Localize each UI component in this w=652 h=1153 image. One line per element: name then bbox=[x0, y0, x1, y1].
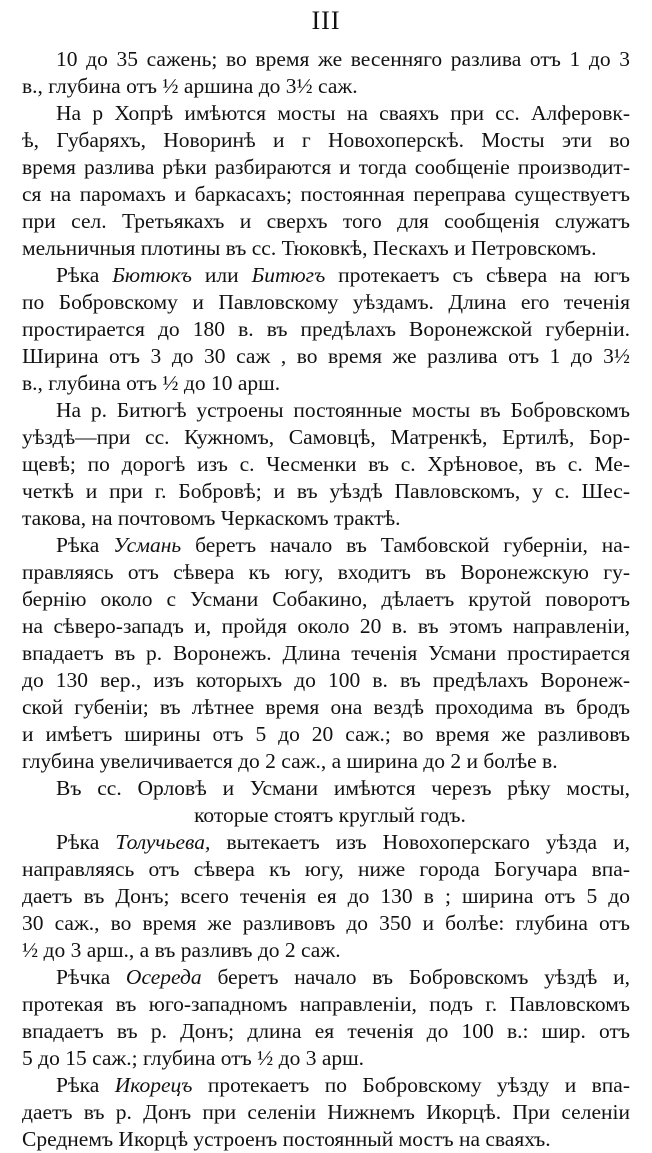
text-line: по Бобровскому и Павловскому уѣздамъ. Длина его теченія bbox=[22, 290, 630, 314]
text-line bbox=[56, 1072, 630, 1099]
text-line: На р. Битюгѣ устроены постоянные мосты въ Бобровскомъ bbox=[56, 398, 630, 422]
text-line: глубина увеличивается до 2 саж., а ширина до 2 и болѣе в. bbox=[22, 749, 558, 773]
text-line: бернію около с Усмани Собакино, дѣлаетъ крутой поворотъ bbox=[22, 587, 630, 611]
text-line: мельничныя плотины въ сс. Тюковкѣ, Пескахъ и Петровскомъ. bbox=[22, 236, 597, 260]
text-line: Въ сс. Орловѣ и Усмани имѣются черезъ рѣку мосты, bbox=[56, 776, 630, 800]
text-line: простирается до 180 в. въ предѣлахъ Воронежской губерніи. bbox=[22, 317, 630, 341]
text-line: даетъ въ р. Донъ при селеніи Нижнемъ Икорцѣ. При селеніи bbox=[22, 1100, 630, 1124]
text-line: Ширина отъ 3 до 30 саж , во время же разлива отъ 1 до 3½ bbox=[22, 344, 630, 368]
text-line: даетъ въ Донъ; всего теченія ея до 130 в ; ширина отъ 5 до bbox=[22, 884, 630, 908]
text-line: направляясь отъ сѣвера къ югу, ниже города Богучара впа- bbox=[22, 857, 630, 881]
text-segment: вытекаетъ изъ Новохоперскаго уѣзда и, bbox=[210, 830, 630, 854]
text-line: На р Хопрѣ имѣются мосты на сваяхъ при сс. Алферовк- bbox=[56, 101, 630, 125]
text-line: и имѣетъ ширины отъ 5 до 20 саж.; во время же разливовъ bbox=[22, 722, 630, 746]
text-segment: Рѣчка bbox=[56, 965, 126, 989]
river-name: Толучьева, bbox=[115, 830, 211, 854]
river-name: Битюгъ bbox=[251, 263, 326, 287]
page-number: III bbox=[311, 6, 341, 35]
river-name: Усмань bbox=[113, 533, 182, 557]
text-line: ся на паромахъ и баркасахъ; постоянная переправа существуетъ bbox=[22, 182, 630, 206]
text-segment: Рѣка bbox=[56, 533, 114, 557]
text-segment: Рѣка bbox=[56, 1073, 115, 1097]
text-line: в., глубина отъ ½ аршина до 3½ саж. bbox=[22, 74, 358, 98]
text-line: 5 до 15 саж.; глубина отъ ½ до 3 арш. bbox=[22, 1046, 365, 1070]
text-line: ½ до 3 арш., а въ разливъ до 2 саж. bbox=[22, 938, 341, 962]
text-segment: или bbox=[191, 263, 252, 287]
text-line: протекая въ юго-западномъ направленіи, подъ г. Павловскомъ bbox=[22, 992, 630, 1016]
text-line: Среднемъ Икорцѣ устроенъ постоянный мостъ на сваяхъ. bbox=[22, 1127, 551, 1151]
river-name: Бютюкъ bbox=[112, 263, 192, 287]
text-line: впадаетъ въ р. Воронежъ. Длина теченія Усмани простирается bbox=[22, 641, 630, 665]
text-line: такова, на почтовомъ Черкаскомъ трактѣ. bbox=[22, 506, 401, 530]
text-line: в., глубина отъ ½ до 10 арш. bbox=[22, 371, 281, 395]
text-line bbox=[56, 262, 630, 289]
text-line bbox=[56, 532, 630, 559]
text-line: до 130 вер., изъ которыхъ до 100 в. въ предѣлахъ Воронеж- bbox=[22, 668, 630, 692]
text-line bbox=[56, 829, 630, 856]
text-segment: протекаетъ по Бобровскому уѣзду и впа- bbox=[192, 1073, 630, 1097]
text-line: 30 саж., во время же разливовъ до 350 и болѣе: глубина отъ bbox=[22, 911, 630, 935]
text-line: 10 до 35 сажень; во время же весенняго разлива отъ 1 до 3 bbox=[56, 47, 630, 71]
text-segment: беретъ начало въ Тамбовской губерніи, на- bbox=[181, 533, 630, 557]
text-line: правляясь отъ сѣвера къ югу, входитъ въ Воронежскую гу- bbox=[22, 560, 630, 584]
text-segment: беретъ начало въ Бобровскомъ уѣздѣ и, bbox=[201, 965, 630, 989]
text-line: ской губеніи; въ лѣтнее время она вездѣ проходима въ бродъ bbox=[22, 695, 630, 719]
river-name: Икорецъ bbox=[114, 1073, 193, 1097]
text-segment: Рѣка bbox=[56, 263, 113, 287]
river-name: Осереда bbox=[125, 965, 202, 989]
text-line: щевѣ; по дорогѣ изъ с. Чесменки въ с. Хрѣновое, въ с. Ме- bbox=[22, 452, 630, 476]
text-line: на сѣверо-западъ и, пройдя около 20 в. въ этомъ направленіи, bbox=[22, 614, 630, 638]
text-line: которые стоятъ круглый годъ. bbox=[194, 803, 466, 827]
text-line: ѣ, Губаряхъ, Новоринѣ и г Новохоперскѣ. Мосты эти во bbox=[22, 128, 630, 152]
text-line: уѣздѣ—при сс. Кужномъ, Самовцѣ, Матренкѣ, Ертилѣ, Бор- bbox=[22, 425, 630, 449]
text-line bbox=[56, 964, 630, 991]
text-segment: протекаетъ съ сѣвера на югъ bbox=[325, 263, 630, 287]
text-line: при сел. Третьякахъ и сверхъ того для сообщенія служатъ bbox=[22, 209, 630, 233]
text-line: впадаетъ въ р. Донъ; длина ея теченія до 100 в.: шир. отъ bbox=[22, 1019, 630, 1043]
text-line: четкѣ и при г. Бобровѣ; и въ уѣздѣ Павловскомъ, у с. Шес- bbox=[22, 479, 630, 503]
text-segment: Рѣка bbox=[56, 830, 116, 854]
text-line: время разлива рѣки разбираются и тогда сообщеніе производит- bbox=[22, 155, 630, 179]
